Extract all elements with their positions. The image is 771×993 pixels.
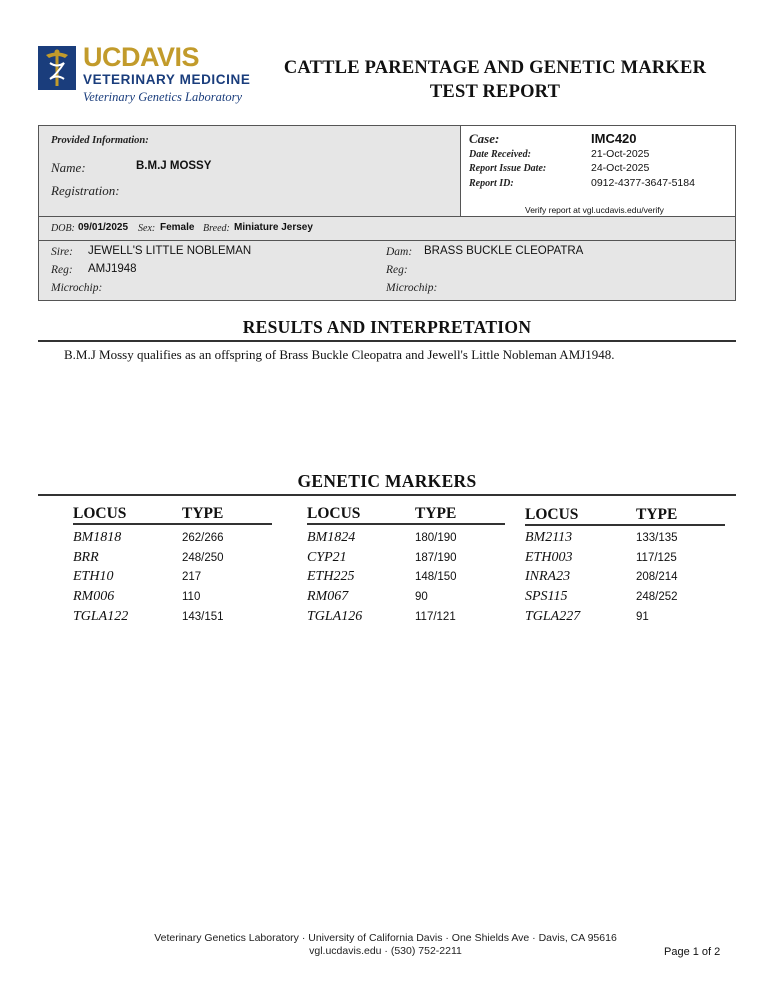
sex-value: Female — [160, 222, 195, 233]
name-label: Name: — [51, 160, 86, 175]
locus-header: LOCUS — [307, 505, 361, 522]
report-title-line2: TEST REPORT — [429, 82, 561, 102]
issue-date-label: Report Issue Date: — [469, 163, 547, 174]
case-value: IMC420 — [591, 131, 637, 146]
marker-type: 117/121 — [415, 610, 456, 623]
report-id-value: 0912-4377-3647-5184 — [591, 177, 695, 189]
marker-locus: ETH10 — [73, 569, 114, 585]
locus-header: LOCUS — [73, 505, 127, 522]
ucdavis-logo — [38, 44, 268, 106]
dam-reg-label: Reg: — [386, 264, 408, 276]
type-header: TYPE — [636, 506, 678, 523]
marker-locus: RM067 — [307, 589, 349, 605]
dam-label: Dam: — [386, 246, 413, 258]
marker-type: 217 — [182, 571, 202, 584]
marker-type: 148/150 — [415, 571, 457, 584]
type-header: TYPE — [415, 505, 457, 522]
markers-column-rule — [525, 524, 725, 526]
marker-type: 180/190 — [415, 532, 457, 544]
results-heading: RESULTS AND INTERPRETATION — [242, 317, 532, 337]
registration-label: Registration: — [51, 183, 120, 198]
results-text: B.M.J Mossy qualifies as an offspring of Brass Buckle Cleopatra and Jewell's Little Nobleman AMJ1948. — [64, 347, 615, 362]
markers-column-rule — [73, 523, 272, 525]
marker-type: 133/135 — [636, 532, 678, 544]
sire-value: JEWELL'S LITTLE NOBLEMAN — [88, 245, 252, 257]
issue-date-value: 24-Oct-2025 — [591, 162, 650, 174]
markers-rule — [38, 494, 736, 496]
dam-value: BRASS BUCKLE CLEOPATRA — [424, 245, 584, 257]
page-number: Page 1 of 2 — [664, 946, 721, 958]
case-label: Case: — [469, 131, 500, 146]
marker-type: 187/190 — [415, 551, 457, 564]
breed-label: Breed: — [203, 223, 230, 234]
marker-locus: BM1818 — [73, 530, 122, 545]
locus-header: LOCUS — [525, 506, 579, 523]
report-title — [270, 56, 720, 104]
marker-type: 248/250 — [182, 551, 224, 564]
dob-value: 09/01/2025 — [78, 222, 129, 233]
marker-type: 90 — [415, 591, 428, 604]
dam-microchip-label: Microchip: — [386, 282, 438, 294]
sire-reg-value: AMJ1948 — [88, 263, 137, 275]
report-title-line1: CATTLE PARENTAGE AND GENETIC MARKER — [283, 58, 707, 78]
marker-locus: INRA23 — [525, 569, 571, 585]
marker-type: 110 — [182, 591, 201, 604]
marker-type: 208/214 — [636, 571, 678, 584]
breed-value: Miniature Jersey — [234, 222, 313, 233]
marker-locus: BRR — [73, 549, 99, 565]
markers-heading: GENETIC MARKERS — [297, 471, 477, 491]
marker-locus: CYP21 — [307, 549, 347, 565]
logo-vgl-text: Veterinary Genetics Laboratory — [83, 90, 243, 104]
marker-locus: TGLA227 — [525, 608, 581, 624]
name-value: B.M.J MOSSY — [136, 160, 212, 172]
marker-type: 248/252 — [636, 591, 678, 604]
marker-type: 262/266 — [182, 532, 224, 544]
logo-vetmed-text: VETERINARY MEDICINE — [83, 72, 251, 87]
caduceus-icon — [38, 46, 76, 90]
footer-address: Veterinary Genetics Laboratory · University of California Davis · One Shields Ave · Davis, CA 95616 — [154, 932, 617, 944]
results-rule — [38, 340, 736, 342]
sex-label: Sex: — [138, 223, 156, 234]
marker-locus: RM006 — [73, 589, 115, 605]
provided-information — [39, 126, 460, 216]
info-row-identity — [39, 126, 735, 217]
sire-label: Sire: — [51, 246, 73, 258]
info-box — [38, 125, 736, 301]
info-row-parents — [39, 241, 735, 301]
case-details — [460, 126, 735, 216]
footer-contact: vgl.ucdavis.edu · (530) 752-2211 — [309, 945, 462, 957]
marker-locus: BM2113 — [525, 530, 573, 545]
marker-locus: TGLA122 — [73, 608, 129, 624]
marker-locus: TGLA126 — [307, 608, 363, 624]
type-header: TYPE — [182, 505, 224, 522]
sire-microchip-label: Microchip: — [51, 282, 103, 294]
logo-ucdavis-text: UCDAVIS — [83, 42, 200, 72]
info-row-animal — [39, 217, 735, 241]
marker-type: 117/125 — [636, 551, 677, 564]
marker-locus: BM1824 — [307, 530, 356, 545]
provided-heading: Provided Information: — [51, 135, 149, 146]
dob-label: DOB: — [51, 223, 75, 234]
markers-column-rule — [307, 523, 505, 525]
date-received-value: 21-Oct-2025 — [591, 148, 650, 160]
marker-locus: ETH225 — [307, 569, 355, 585]
marker-type: 91 — [636, 610, 649, 623]
verify-link[interactable]: Verify report at vgl.ucdavis.edu/verify — [525, 205, 664, 215]
report-id-label: Report ID: — [469, 178, 514, 189]
marker-locus: SPS115 — [525, 589, 568, 605]
marker-type: 143/151 — [182, 610, 224, 623]
sire-reg-label: Reg: — [51, 264, 73, 276]
marker-locus: ETH003 — [525, 549, 573, 565]
date-received-label: Date Received: — [469, 149, 531, 160]
